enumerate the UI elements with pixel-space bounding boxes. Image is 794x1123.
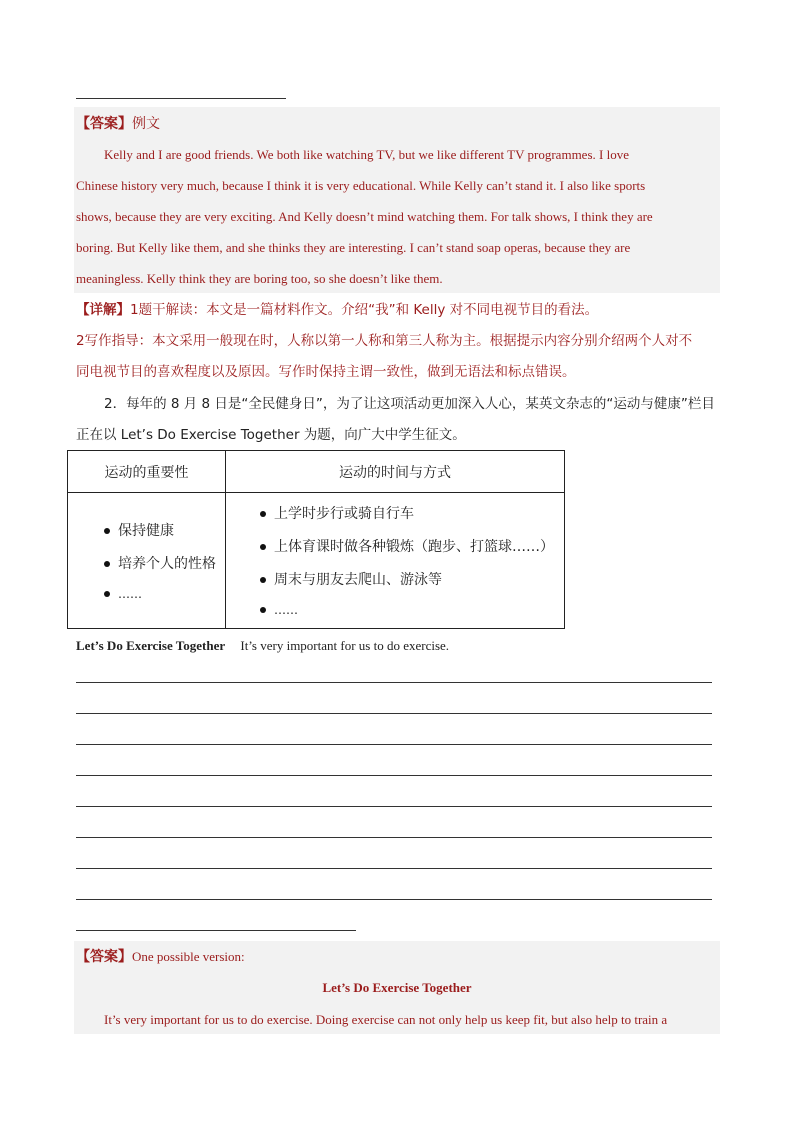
bullet-icon <box>104 561 110 567</box>
bullet-icon <box>260 607 266 613</box>
prompt-title: Let’s Do Exercise Together <box>76 638 226 653</box>
detail-line-1 <box>76 302 598 318</box>
table-header-left: 运动的重要性 <box>68 451 226 493</box>
list-item: 保持健康 <box>104 520 225 540</box>
question-2-line-2: 正在以 Let’s Do Exercise Together 为题，向广大中学生征文。 <box>76 427 466 443</box>
writing-line[interactable] <box>76 837 712 838</box>
list-item: 上体育课时做各种锻炼（跑步、打篮球……） <box>260 536 564 556</box>
writing-line[interactable] <box>76 868 712 869</box>
bullet-icon <box>104 591 110 597</box>
answer-1-line-5: meaningless. Kelly think they are boring too, so she doesn’t like them. <box>76 271 443 286</box>
detail-line-3: 同电视节目的喜欢程度以及原因。写作时保持主谓一致性，做到无语法和标点错误。 <box>76 364 576 380</box>
table-header-right: 运动的时间与方式 <box>226 451 565 493</box>
answer-1-line-3: shows, because they are very exciting. And Kelly doesn’t mind watching them. For talk shows, I think they are <box>76 209 653 224</box>
bullet-icon <box>260 511 266 517</box>
bullet-icon <box>260 544 266 550</box>
answer-2-label: 【答案】 <box>76 949 132 965</box>
list-item: 上学时步行或骑自行车 <box>260 503 564 523</box>
writing-line[interactable] <box>76 713 712 714</box>
writing-line[interactable] <box>76 682 712 683</box>
prompt-table <box>67 450 565 629</box>
answer-2-title: Let’s Do Exercise Together <box>322 980 472 995</box>
answer-1-heading <box>76 116 160 133</box>
writing-line[interactable] <box>76 899 712 900</box>
answer-label: 【答案】 <box>76 116 132 132</box>
answer-1-line-4: boring. But Kelly like them, and she thinks they are interesting. I can’t stand soap operas, because they are <box>76 240 631 255</box>
bullet-icon <box>260 577 266 583</box>
answer-2-line-1: It’s very important for us to do exercise. Doing exercise can not only help us keep fit, but also help to train a <box>104 1012 668 1027</box>
list-item: …… <box>260 602 564 618</box>
answer-1-line-1: Kelly and I are good friends. We both like watching TV, but we like different TV programmes. I love <box>104 147 629 162</box>
prompt-line <box>76 638 449 654</box>
detail-label: 【详解】 <box>76 302 130 318</box>
answer-label-text: 例文 <box>132 116 160 132</box>
top-rule <box>76 98 286 99</box>
table-cell-importance <box>68 493 226 629</box>
answer-block-1-bg <box>74 107 720 293</box>
detail-line-2: 2写作指导：本文采用一般现在时，人称以第一人称和第三人称为主。根据提示内容分别介绍两个人对不 <box>76 333 693 349</box>
writing-line[interactable] <box>76 806 712 807</box>
prompt-start: It’s very important for us to do exercise. <box>240 638 450 653</box>
list-item: 周末与朋友去爬山、游泳等 <box>260 569 564 589</box>
answer-1-line-2: Chinese history very much, because I think it is very educational. While Kelly can’t stand it. I also like sports <box>76 178 646 193</box>
detail-text-1: 1题干解读：本文是一篇材料作文。介绍“我”和 Kelly 对不同电视节目的看法。 <box>130 302 599 318</box>
table-cell-time-ways <box>226 493 565 629</box>
writing-line-short[interactable] <box>76 930 356 931</box>
writing-line[interactable] <box>76 744 712 745</box>
question-2-line-1: 2．每年的 8 月 8 日是“全民健身日”，为了让这项活动更加深入人心，某英文杂志的“运动与健康”栏目 <box>104 396 715 412</box>
list-item: 培养个人的性格 <box>104 553 225 573</box>
writing-line[interactable] <box>76 775 712 776</box>
list-item: …… <box>104 586 225 602</box>
bullet-icon <box>104 528 110 534</box>
answer-2-label-text: One possible version: <box>132 949 245 964</box>
answer-2-heading <box>76 949 245 966</box>
